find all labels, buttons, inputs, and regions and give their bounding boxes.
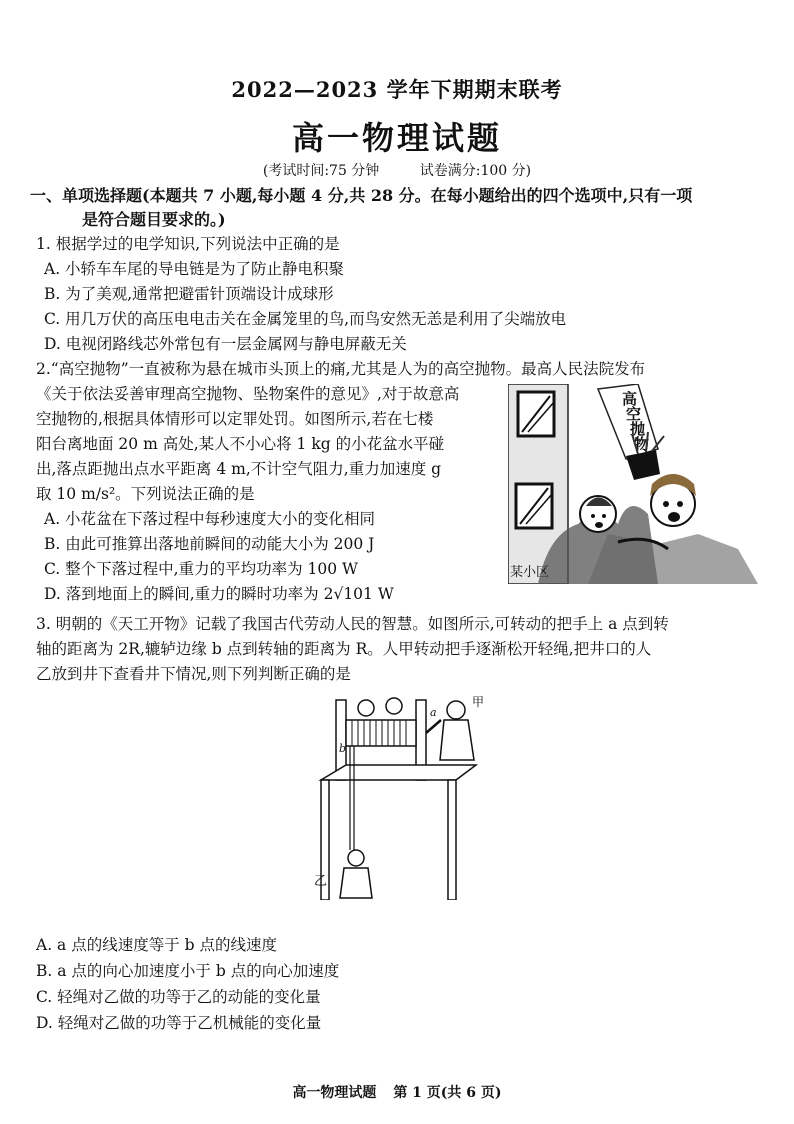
figure-label: 某小区 [510, 565, 550, 580]
subject-title: 高一物理试题 [291, 119, 502, 157]
question-stem: 1. 根据学过的电学知识,下列说法中正确的是 [36, 235, 340, 253]
option-c: C. 整个下落过程中,重力的平均功率为 100 W [44, 560, 358, 578]
sign-text: 高空抛物 [622, 390, 650, 453]
stem-line: 阳台离地面 20 m 高处,某人不小心将 1 kg 的小花盆水平碰 [36, 435, 445, 453]
exam-score: 试卷满分:100 分) [419, 163, 532, 179]
well-platform [321, 765, 476, 780]
option-c: C. 轻绳对乙做的功等于乙的动能的变化量 [36, 988, 321, 1006]
high-altitude-throw-illustration [508, 384, 773, 584]
exam-title: 2022—2023 学年下期期末联考 [231, 77, 563, 102]
label-yi: 乙 [314, 874, 328, 889]
person-head [358, 700, 374, 716]
exam-time: (考试时间:75 分钟 [262, 163, 380, 179]
person-yi-head [348, 850, 364, 866]
stem-line: 空抛物的,根据具体情形可以定罪处罚。如图所示,若在七楼 [36, 410, 434, 428]
stem-line: 3. 明朝的《天工开物》记载了我国古代劳动人民的智慧。如图所示,可转动的把手上 a 点到转 [36, 615, 669, 633]
section-heading [30, 184, 770, 232]
option-d: D. 轻绳对乙做的功等于乙机械能的变化量 [36, 1014, 322, 1032]
label-jia: 甲 [472, 695, 485, 709]
question-3-options [36, 932, 339, 1036]
footer-subject: 高一物理试题 [292, 1085, 377, 1101]
option-a: A. 小轿车车尾的导电链是为了防止静电积聚 [44, 260, 345, 278]
section-heading-line1: 一、单项选择题(本题共 7 小题,每小题 4 分,共 28 分。在每小题给出的四个选项中,只有一项 [30, 186, 693, 205]
question-3 [36, 612, 776, 687]
question-stem: 2.“高空抛物”一直被称为悬在城市头顶上的痛,尤其是人为的高空抛物。最高人民法院发布 [36, 360, 646, 378]
exam-info [0, 160, 794, 180]
question-1 [36, 232, 756, 357]
person-jia-head [447, 701, 465, 719]
option-b: B. 由此可推算出落地前瞬间的动能大小为 200 J [44, 535, 375, 553]
stem-line: 轴的距离为 2R,辘轳边缘 b 点到转轴的距离为 R。人甲转动把手逐渐松开轻绳,把井口的人 [36, 640, 652, 658]
footer-page-number: 第 1 页(共 6 页) [393, 1085, 502, 1101]
windlass-well-illustration [306, 690, 496, 900]
label-b: b [339, 742, 347, 755]
stem-line: 取 10 m/s²。下列说法正确的是 [36, 485, 255, 503]
stem-line: 乙放到井下查看井下情况,则下列判断正确的是 [36, 665, 351, 683]
option-b: B. a 点的向心加速度小于 b 点的向心加速度 [36, 962, 340, 980]
option-d: D. 落到地面上的瞬间,重力的瞬时功率为 2√101 W [44, 585, 394, 603]
option-a: A. a 点的线速度等于 b 点的线速度 [36, 936, 277, 954]
option-b: B. 为了美观,通常把避雷针顶端设计成球形 [44, 285, 334, 303]
person-head [386, 698, 402, 714]
page-footer [0, 1082, 794, 1102]
option-c: C. 用几万伏的高压电电击关在金属笼里的鸟,而鸟安然无恙是利用了尖端放电 [44, 310, 567, 328]
section-heading-line2: 是符合题目要求的。) [82, 210, 226, 229]
stem-line: 《关于依法妥善审理高空抛物、坠物案件的意见》,对于故意高 [36, 385, 460, 403]
stem-line: 出,落点距抛出点水平距离 4 m,不计空气阻力,重力加速度 g [36, 460, 442, 478]
option-a: A. 小花盆在下落过程中每秒速度大小的变化相同 [44, 510, 376, 528]
question-stem-body [36, 382, 506, 607]
option-d: D. 电视闭路线芯外常包有一层金属网与静电屏蔽无关 [44, 335, 407, 353]
label-a: a [430, 706, 437, 719]
